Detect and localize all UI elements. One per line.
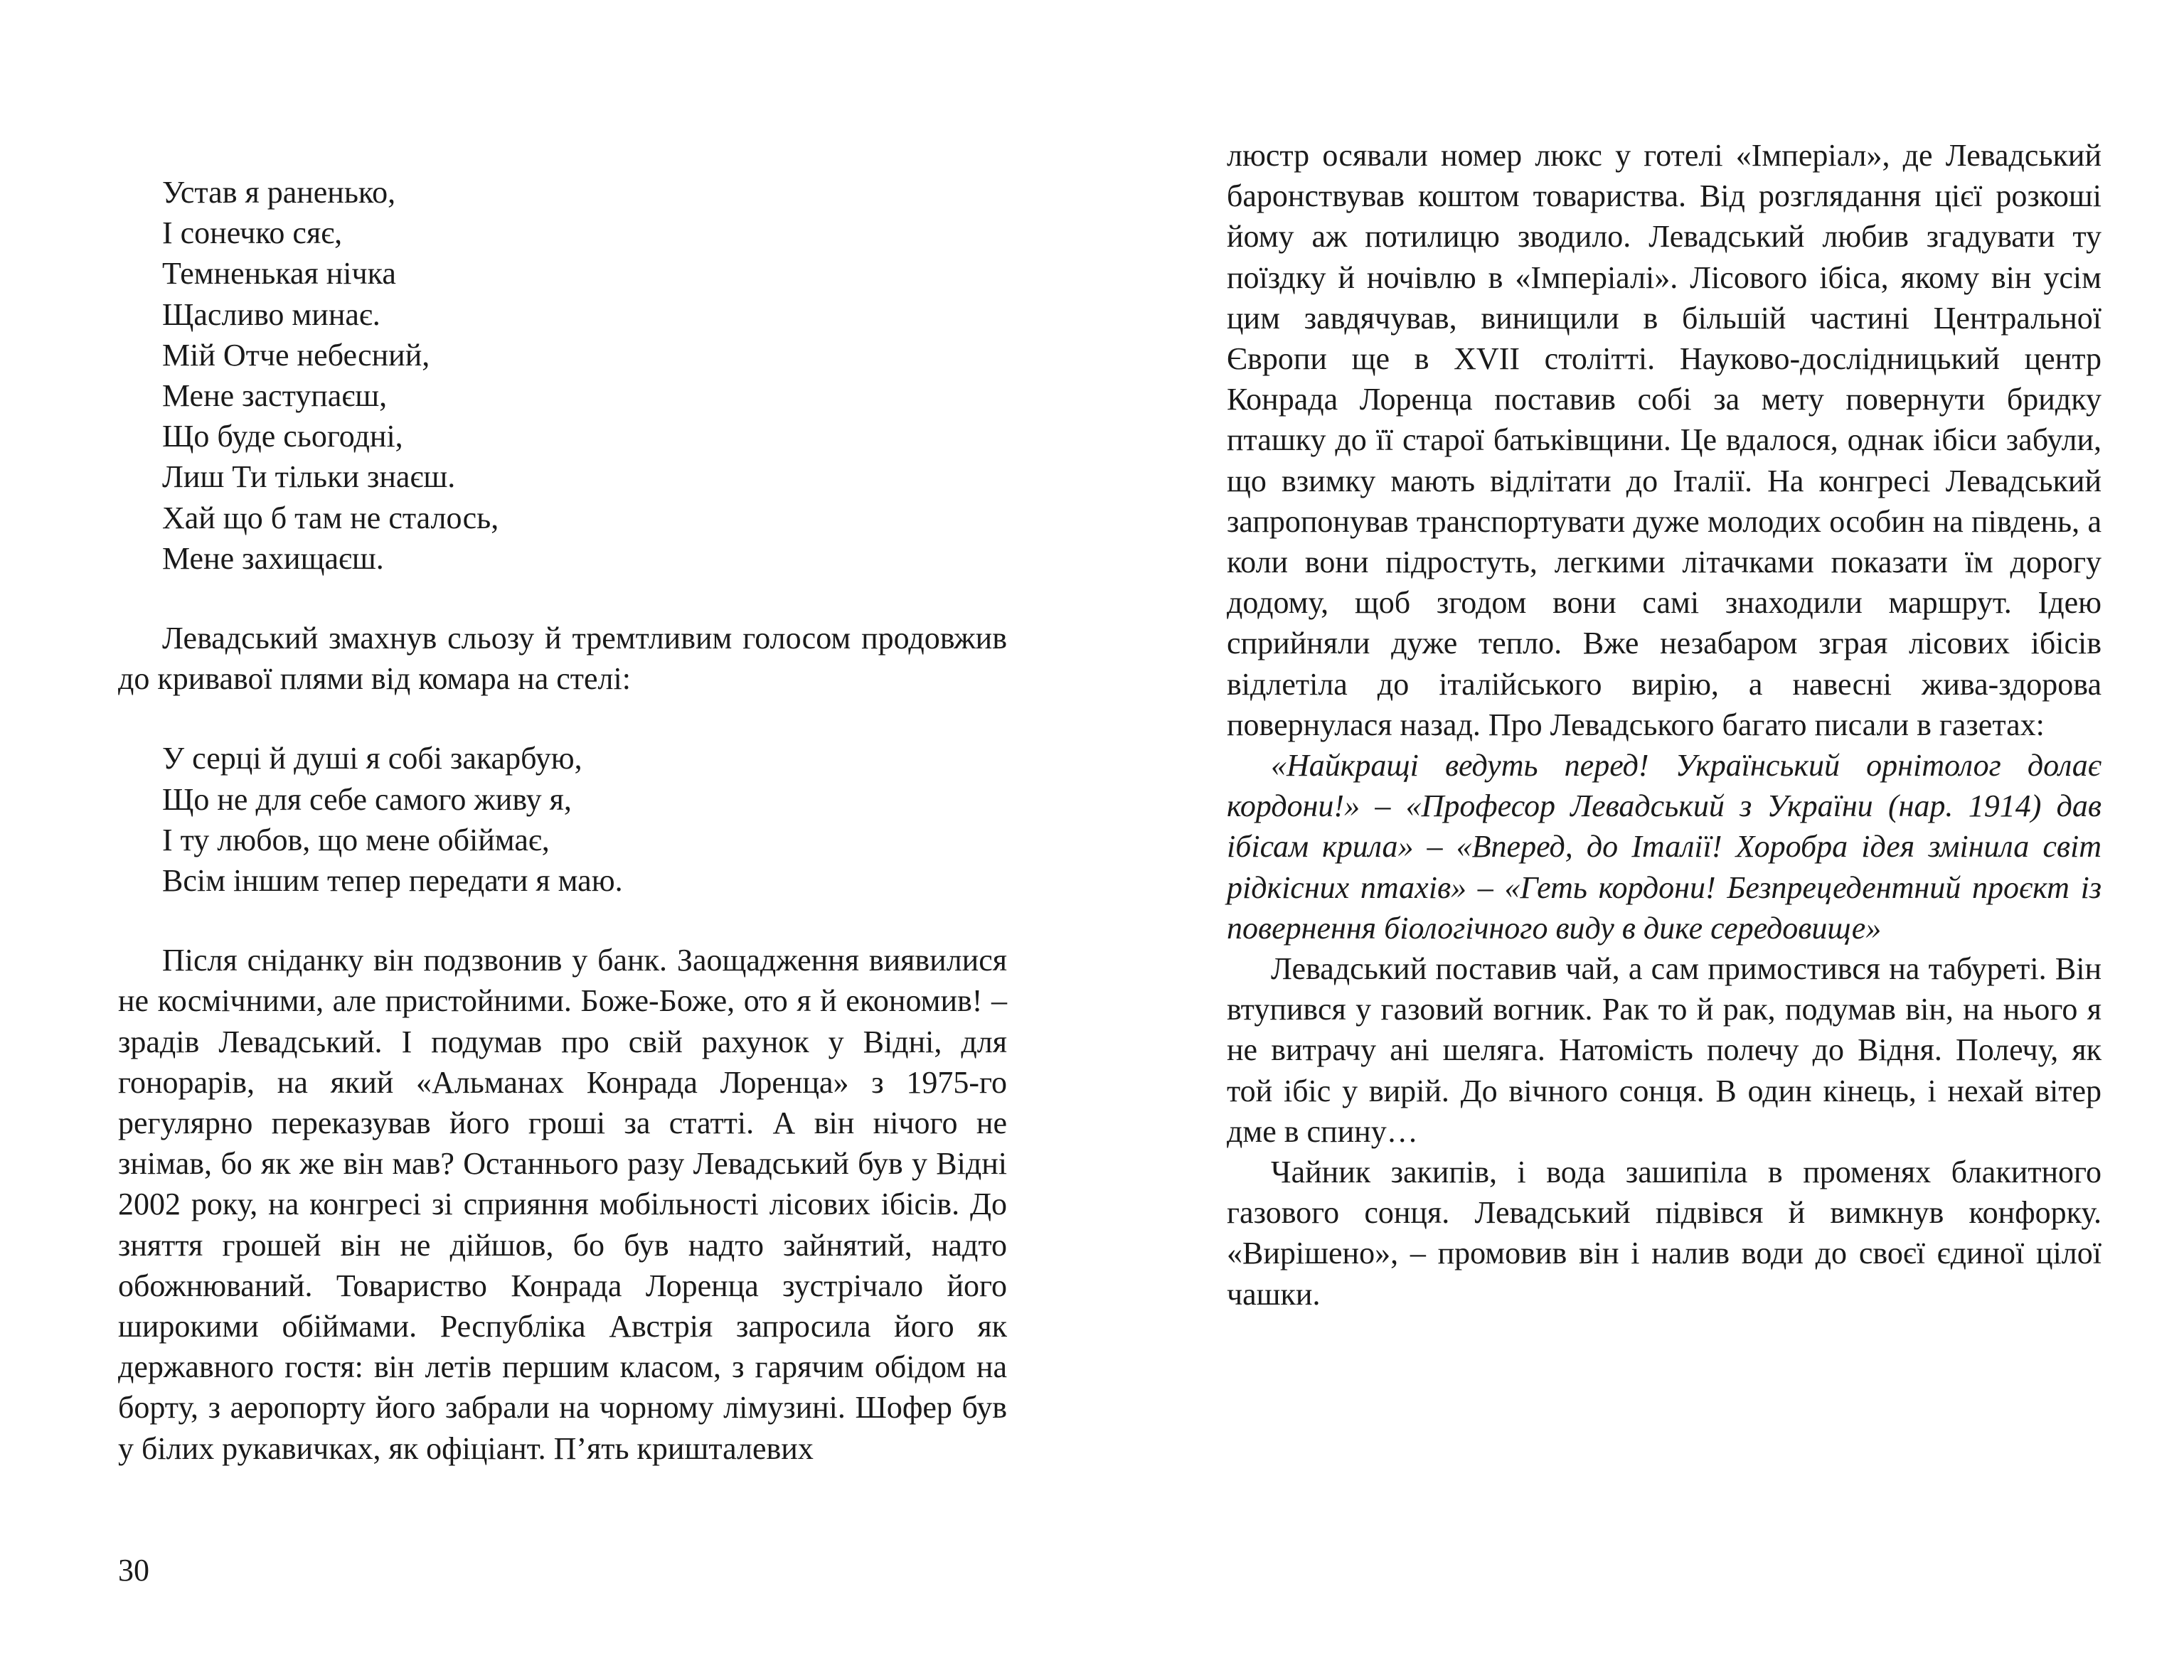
verse-line: Мене захищаєш. [162,540,384,576]
verse-line: І сонечко сяє, [162,215,343,251]
verse-line: Щасливо минає. [162,296,380,332]
verse-line: Всім іншим тепер передати я маю. [162,863,623,899]
page-number: 30 [118,1553,149,1588]
verse-line: Лиш Ти тільки знаєш. [162,459,456,495]
verse-stanza-1 [162,172,1007,579]
right-text-column [1227,135,2102,1315]
paragraph: Після сніданку він подзвонив у банк. Заощадження виявилися не космічними, але пристойними. Боже-Боже, ото я й економив! – зрадів Левадський. І подумав про свій рахунок у Відні, для гонорарів, на який «Альманах Конрада Лоренца» з 1975-го регулярно переказував його гроші за статті. А він нічого не знімав, бо як же він мав? Останнього разу Левадський був у Відні 2002 року, на конгресі зі сприяння мобільності лісових ібісів. До зняття грошей він не дійшов, бо був надто зайнятий, надто обожнюваний. Товариство Конрада Лоренца зустрічало його широкими обіймами. Республіка Австрія запросила його як державного гостя: він летів першим класом, з гарячим обідом на борту, з аеропорту його забрали на чорному лімузині. Шофер був у білих рукавичках, як офіціант. П’ять кришталевих [118,943,1007,1466]
newspaper-headlines: «Найкращі ведуть перед! Український орнітолог долає кордони!» – «Професор Левадський з України (нар. 1914) дав ібісам крила» – «Вперед, до Італії! Хоробра ідея змінила світ рідкісних птахів» – «Геть кордони! Безпрецедентний проєкт із повернення біологічного виду в дике середовище» [1227,748,2102,946]
right-page [1092,0,2184,1680]
paragraph: Левадський змахнув сльозу й тремтливим голосом продовжив до кривавої плями від комара на стелі: [118,621,1007,697]
verse-line: Хай що б там не сталось, [162,500,499,535]
verse-line: У серці й душі я собі закарбую, [162,741,582,776]
verse-line: Мій Отче небесний, [162,337,430,373]
paragraph-continued: люстр осявали номер люкс у готелі «Імперіал», де Левадський баронствував коштом товариства. Від розглядання цієї розкоші йому аж потилицю зводило. Левадський любив згадувати ту поїздку й ночівлю в «Імперіалі». Лісового ібіса, якому він усім цим завдячував, винищили в більшій частині Центральної Європи ще в XVII столітті. Науково-дослідницький центр Конрада Лоренца поставив собі за мету повернути бридку пташку до її старої батьківщини. Це вдалося, однак ібіси забули, що взимку мають відлітати до Італії. На конгресі Левадський запропонував транспортувати дуже молодих особин на південь, а коли вони підростуть, легкими літачками показати їм дорогу додому, щоб згодом вони самі знаходили маршрут. Ідею сприйняли дуже тепло. Вже незабаром зграя лісових ібісів відлетіла до італійського вирію, а навесні жива-здорова повернулася назад. Про Левадського багато писали в газетах: [1227,138,2102,742]
verse-line: Що буде сьогодні, [162,419,403,454]
verse-line: І ту любов, що мене обіймає, [162,822,550,857]
verse-line: Мене заступаєш, [162,378,388,414]
verse-stanza-2 [162,738,1007,901]
verse-line: Що не для себе самого живу я, [162,781,572,817]
verse-line: Темненькая нічка [162,256,396,291]
paragraph: Чайник закипів, і вода зашипіла в променях блакитного газового сонця. Левадський підвівся й вимкнув конфорку. «Вирішено», – промовив він і налив води до своєї єдиної цілої чашки. [1227,1155,2102,1312]
paragraph: Левадський поставив чай, а сам примостився на табуреті. Він втупився у газовий вогник. Рак то й рак, подумав він, на нього я не витрачу ані шеляга. Натомість полечу до Відня. Полечу, як той ібіс у вирій. До вічного сонця. В один кінець, і нехай вітер дме в спину… [1227,951,2102,1149]
left-text-column [118,172,1007,1469]
verse-line: Устав я раненько, [162,175,396,210]
